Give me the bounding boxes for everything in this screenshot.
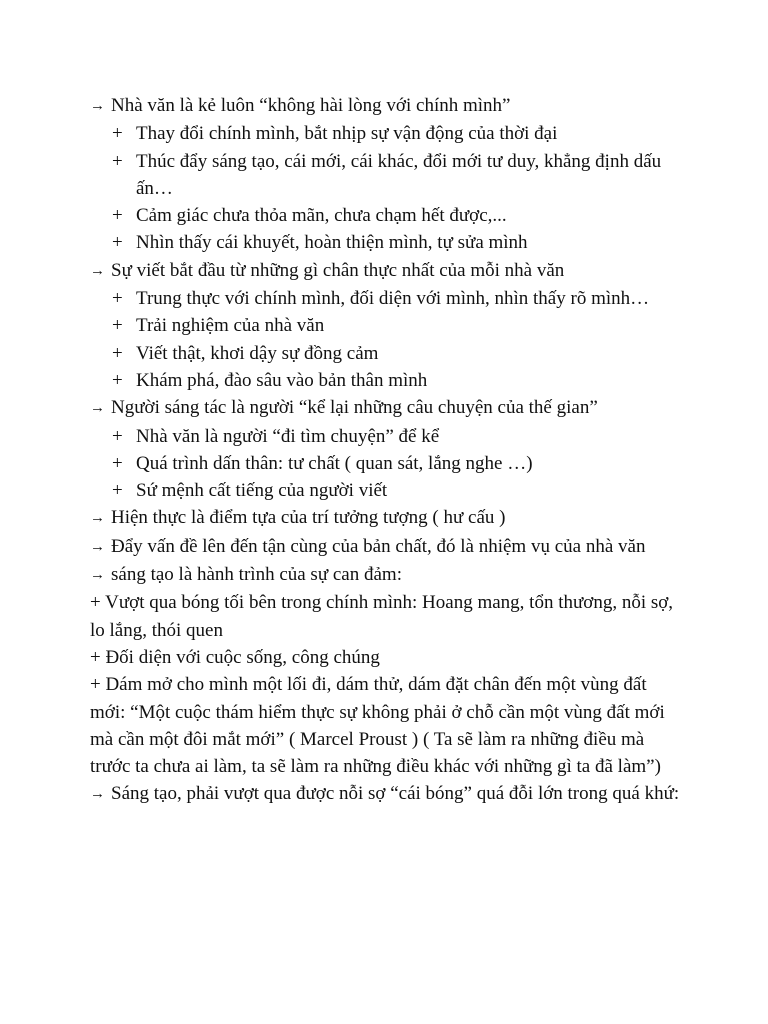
arrow-line [90, 504, 680, 532]
line-text: Sự viết bắt đầu từ những gì chân thực nhất của mỗi nhà văn [111, 259, 565, 281]
arrow-line [90, 394, 680, 422]
plus-bullet-icon: + [112, 205, 123, 227]
plus-bullet-icon: + [112, 425, 123, 447]
arrow-line [90, 533, 680, 561]
arrow-icon: → [90, 567, 105, 584]
list-item-text: Thúc đẩy sáng tạo, cái mới, cái khác, đổi mới tư duy, khẳng định dấu ấn… [136, 150, 662, 199]
list-item [90, 120, 680, 147]
list-item-text: Quá trình dấn thân: tư chất ( quan sát, lắng nghe …) [136, 452, 533, 474]
plus-bullet-icon: + [112, 369, 123, 391]
plus-bullet-icon: + [112, 123, 123, 145]
line-text: Người sáng tác là người “kể lại những câu chuyện của thế gian” [111, 397, 598, 419]
arrow-icon: → [90, 400, 105, 417]
paragraph-line: + Vượt qua bóng tối bên trong chính mình: Hoang mang, tổn thương, nỗi sợ, lo lắng, thói quen [90, 592, 674, 641]
line-text: Nhà văn là kẻ luôn “không hài lòng với chính mình” [111, 95, 511, 116]
plus-bullet-icon: + [112, 315, 123, 337]
arrow-icon: → [90, 262, 105, 279]
list-item [90, 367, 680, 394]
paragraph-line: + Dám mở cho mình một lối đi, dám thử, dám đặt chân đến một vùng đất mới: “Một cuộc thám hiểm thực sự không phải ở chỗ cần một vùng đất mới mà cần một đôi mắt mới” ( Marcel Proust ) ( Ta sẽ làm ra những điều mà trước ta chưa ai làm, ta sẽ làm ra những điều khác với những gì ta đã làm”) [90, 674, 665, 778]
list-item-text: Nhà văn là người “đi tìm chuyện” để kể [136, 425, 440, 447]
list-item [90, 229, 680, 256]
list-item [90, 450, 680, 477]
plus-bullet-icon: + [112, 288, 123, 310]
list-item [90, 148, 680, 203]
document-body [90, 92, 680, 809]
arrow-icon: → [90, 510, 105, 527]
plus-bullet-icon: + [112, 452, 123, 474]
list-item [90, 340, 680, 367]
list-item-text: Sứ mệnh cất tiếng của người viết [136, 480, 388, 502]
arrow-icon: → [90, 538, 105, 555]
arrow-line [90, 92, 680, 120]
list-item [90, 285, 680, 312]
plus-bullet-icon: + [112, 232, 123, 254]
list-item-text: Viết thật, khơi dậy sự đồng cảm [136, 342, 379, 364]
arrow-line [90, 780, 680, 808]
list-item [90, 202, 680, 229]
paragraph-line: + Đối diện với cuộc sống, công chúng [90, 646, 380, 668]
arrow-icon: → [90, 786, 105, 803]
list-item-text: Nhìn thấy cái khuyết, hoàn thiện mình, tự sửa mình [136, 232, 528, 254]
arrow-line [90, 561, 680, 589]
line-text: Đẩy vấn đề lên đến tận cùng của bản chất, đó là nhiệm vụ của nhà văn [111, 535, 646, 557]
list-item [90, 423, 680, 450]
list-item-text: Thay đổi chính mình, bắt nhịp sự vận động của thời đại [136, 123, 558, 145]
list-item-text: Cảm giác chưa thỏa mãn, chưa chạm hết được,... [136, 205, 507, 227]
arrow-line [90, 257, 680, 285]
line-text: sáng tạo là hành trình của sự can đảm: [111, 564, 402, 586]
arrow-icon: → [90, 98, 105, 114]
plus-bullet-icon: + [112, 480, 123, 502]
line-text: Hiện thực là điểm tựa của trí tưởng tượng ( hư cấu ) [111, 507, 506, 529]
list-item-text: Trải nghiệm của nhà văn [136, 315, 325, 337]
list-item-text: Trung thực với chính mình, đối diện với mình, nhìn thấy rõ mình… [136, 288, 650, 310]
list-item-text: Khám phá, đào sâu vào bản thân mình [136, 369, 428, 391]
line-text: Sáng tạo, phải vượt qua được nỗi sợ “cái bóng” quá đỗi lớn trong quá khứ: [111, 783, 680, 805]
plus-bullet-icon: + [112, 150, 123, 172]
list-item [90, 477, 680, 504]
list-item [90, 312, 680, 339]
plus-bullet-icon: + [112, 342, 123, 364]
